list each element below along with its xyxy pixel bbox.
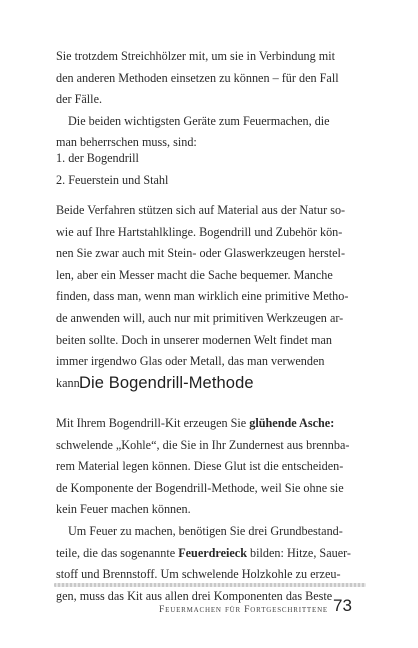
text-line: rem Material legen können. Diese Glut ist die entscheiden- bbox=[56, 459, 344, 474]
text-line: immer irgendwo Glas oder Metall, das man verwenden bbox=[56, 354, 325, 369]
text-line: stoff und Brennstoff. Um schwelende Holzkohle zu erzeu- bbox=[56, 567, 341, 582]
section-heading: Die Bogendrill-Methode bbox=[79, 374, 254, 392]
paragraph-ember bbox=[56, 413, 362, 607]
text-line: Beide Verfahren stützen sich auf Material aus der Natur so- bbox=[56, 203, 346, 217]
text-line bbox=[56, 413, 362, 435]
text-line: kein Feuer machen können. bbox=[56, 502, 191, 517]
text-line: nen Sie zwar auch mit Stein- oder Glaswerkzeugen herstel- bbox=[56, 246, 346, 261]
text-line: den anderen Methoden einsetzen zu können – für den Fall bbox=[56, 70, 339, 85]
text-line: man beherrschen muss, sind: bbox=[56, 135, 197, 150]
text-line: len, aber ein Messer macht die Sache bequemer. Manche bbox=[56, 267, 333, 282]
text-line: finden, dass man, wenn man wirklich eine primitive Metho- bbox=[56, 289, 349, 304]
bold-term: Feuerdreieck bbox=[178, 545, 247, 560]
page-number: 73 bbox=[333, 596, 352, 615]
text-line: kann. bbox=[56, 375, 83, 390]
bold-term: glühende Asche: bbox=[249, 416, 335, 430]
text-line: de Komponente der Bogendrill-Methode, weil Sie ohne sie bbox=[56, 480, 344, 495]
paragraph-methods bbox=[56, 200, 362, 394]
tool-list bbox=[56, 148, 362, 191]
text-line: Sie trotzdem Streichhölzer mit, um sie in Verbindung mit bbox=[56, 49, 336, 63]
text-line bbox=[56, 543, 362, 565]
text-line: Um Feuer zu machen, benötigen Sie drei Grundbestand- bbox=[68, 523, 343, 538]
list-item: 2. Feuerstein und Stahl bbox=[56, 172, 169, 187]
text-line: de anwenden will, auch nur mit primitiven Werkzeugen ar- bbox=[56, 310, 344, 325]
text-span: Mit Ihrem Bogendrill-Kit erzeugen Sie bbox=[56, 416, 250, 430]
footer-divider bbox=[54, 583, 366, 587]
list-item: 1. der Bogendrill bbox=[56, 151, 139, 165]
text-line: Die beiden wichtigsten Geräte zum Feuermachen, die bbox=[68, 113, 330, 128]
text-line: schwelende „Kohle“, die Sie in Ihr Zundernest aus brennba- bbox=[56, 437, 350, 452]
text-span: teile, die das sogenannte bbox=[56, 545, 179, 560]
text-span: bilden: Hitze, Sauer- bbox=[247, 545, 351, 560]
text-line: der Fälle. bbox=[56, 92, 103, 107]
paragraph-intro bbox=[56, 46, 362, 154]
text-line: wie auf Ihre Hartstahlklinge. Bogendrill und Zubehör kön- bbox=[56, 224, 343, 239]
text-line: beiten sollte. Doch in unserer modernen Welt findet man bbox=[56, 332, 332, 347]
text-line: gen, muss das Kit aus allen drei Komponenten das Beste bbox=[56, 588, 333, 603]
running-title: Feuermachen für Fortgeschrittene bbox=[159, 604, 328, 615]
